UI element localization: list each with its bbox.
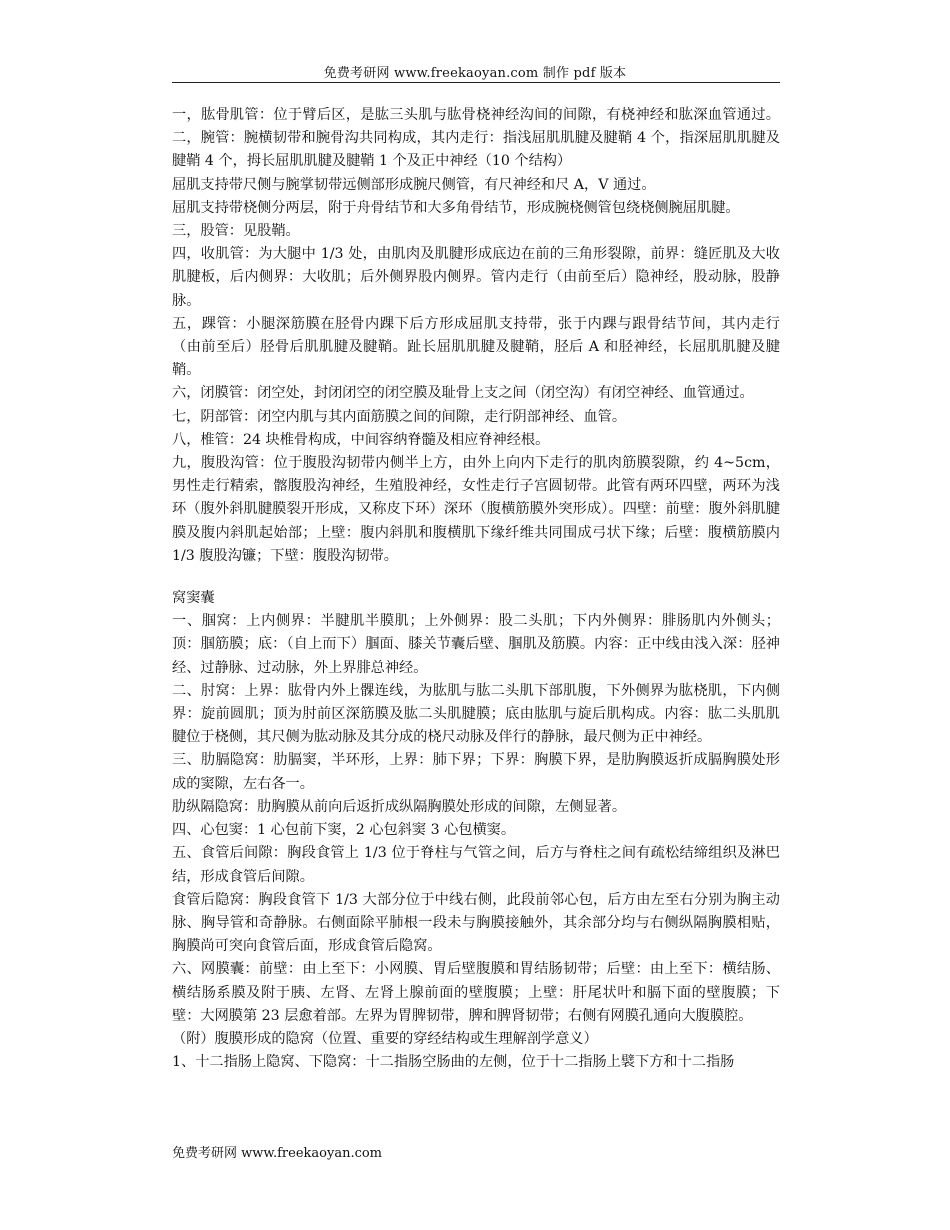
section-title: 窝窦囊 (172, 590, 215, 607)
paragraph: 八，椎管：24 块椎骨构成，中间容纳脊髓及相应脊神经根。 (172, 431, 550, 448)
paragraph: （附）腹膜形成的隐窝（位置、重要的穿经结构或生理解剖学意义） (172, 1030, 598, 1047)
page-footer: 免费考研网 www.freekaoyan.com (172, 1146, 383, 1161)
document-body (172, 104, 780, 1074)
paragraph: 五，踝管：小腿深筋膜在胫骨内踝下后方形成屈肌支持带，张于内踝与跟骨结节间，其内走行（由前至后）胫骨后肌肌腱及腱鞘。趾长屈肌肌腱及腱鞘，胫后 A 和胫神经，长屈肌肌腱及腱鞘。 (172, 315, 780, 379)
paragraph: 屈肌支持带尺侧与腕掌韧带远侧部形成腕尺侧管，有尺神经和尺 A，V 通过。 (172, 176, 656, 193)
paragraph: 四，收肌管：为大腿中 1/3 处，由肌肉及肌腱形成底边在前的三角形裂隙，前界：缝匠肌及大收肌腱板，后内侧界：大收肌；后外侧界股内侧界。管内走行（由前至后）隐神经，股动脉，股静脉。 (172, 246, 780, 309)
header-rule (172, 82, 780, 83)
paragraph: 1、十二指肠上隐窝、下隐窝：十二指肠空肠曲的左侧，位于十二指肠上襞下方和十二指肠 (172, 1054, 735, 1071)
paragraph: 二、肘窝：上界：肱骨内外上髁连线，为肱肌与肱二头肌下部肌腹，下外侧界为肱桡肌，下内侧界：旋前圆肌；顶为肘前区深筋膜及肱二头肌腱膜；底由肱肌与旋后肌构成。内容：肱二头肌肌腱位于桡侧，其尺侧为肱动脉及其分成的桡尺动脉及伴行的静脉，最尺侧为正中神经。 (172, 682, 780, 746)
paragraph: 屈肌支持带桡侧分两层，附于舟骨结节和大多角骨结节，形成腕桡侧管包绕桡侧腕屈肌腱。 (172, 199, 740, 216)
paragraph: 食管后隐窝：胸段食管下 1/3 大部分位于中线右侧，此段前邻心包，后方由左至右分别为胸主动脉、胸导管和奇静脉。右侧面除平肺根一段未与胸膜接触外，其余部分均与右侧纵隔胸膜相贴，胸膜尚可突向食管后面，形成食管后隐窝。 (172, 891, 780, 955)
paragraph: 肋纵隔隐窝：肋胸膜从前向后返折成纵隔胸膜处形成的间隙，左侧显著。 (172, 798, 627, 815)
paragraph: 七，阴部管：闭空内肌与其内面筋膜之间的间隙，走行阴部神经、血管。 (172, 408, 627, 425)
paragraph: 九，腹股沟管：位于腹股沟韧带内侧半上方，由外上向内下走行的肌肉筋膜裂隙，约 4~5cm，男性走行精索，髂腹股沟神经，生殖股神经，女性走行子宫圆韧带。此管有两环四壁，两环为浅环（腹外斜肌腱膜裂开形成，又称皮下环）深环（腹横筋膜外突形成）。四壁：前壁：腹外斜肌腱膜及腹内斜肌起始部；上壁：腹内斜肌和腹横肌下缘纤维共同围成弓状下缘；后壁：腹横筋膜内 1/3 腹股沟镰；下壁：腹股沟韧带。 (172, 455, 780, 564)
paragraph: 一、腘窝：上内侧界：半腱肌半膜肌；上外侧界：股二头肌；下内外侧界：腓肠肌内外侧头；顶：腘筋膜；底：（自上而下）腘面、膝关节囊后壁、腘肌及筋膜。内容：正中线由浅入深：胫神经、过静脉、过动脉，外上界腓总神经。 (172, 613, 780, 676)
paragraph: 六，闭膜管：闭空处，封闭闭空的闭空膜及耻骨上支之间（闭空沟）有闭空神经、血管通过。 (172, 385, 754, 402)
paragraph: 五、食管后间隙：胸段食管上 1/3 位于脊柱与气管之间，后方与脊柱之间有疏松结缔组织及淋巴结，形成食管后间隙。 (172, 845, 780, 885)
page-header: 免费考研网 www.freekaoyan.com 制作 pdf 版本 (323, 66, 627, 81)
paragraph: 六、网膜囊：前壁：由上至下：小网膜、胃后壁腹膜和胃结肠韧带；后壁：由上至下：横结肠、横结肠系膜及附于胰、左肾、左肾上腺前面的壁腹膜；上壁：肝尾状叶和膈下面的壁腹膜；下壁：大网膜第 23 层愈着部。左界为胃脾韧带，脾和脾肾韧带；右侧有网膜孔通向大腹膜腔。 (172, 961, 780, 1024)
paragraph: 三、肋膈隐窝：肋膈窦，半环形，上界：肺下界；下界：胸膜下界，是肋胸膜返折成膈胸膜处形成的窦隙，左右各一。 (172, 752, 780, 792)
paragraph: 四、心包窦：1 心包前下窦，2 心包斜窦 3 心包横窦。 (172, 822, 516, 839)
paragraph: 一，肱骨肌管：位于臂后区，是肱三头肌与肱骨桡神经沟间的间隙，有桡神经和肱深血管通过。二，腕管：腕横韧带和腕骨沟共同构成，其内走行：指浅屈肌肌腱及腱鞘 4 个，指深屈肌肌腱及腱鞘 4 个，拇长屈肌肌腱及腱鞘 1 个及正中神经（10 个结构） (172, 107, 780, 170)
paragraph: 三，股管：见股鞘。 (172, 223, 300, 240)
